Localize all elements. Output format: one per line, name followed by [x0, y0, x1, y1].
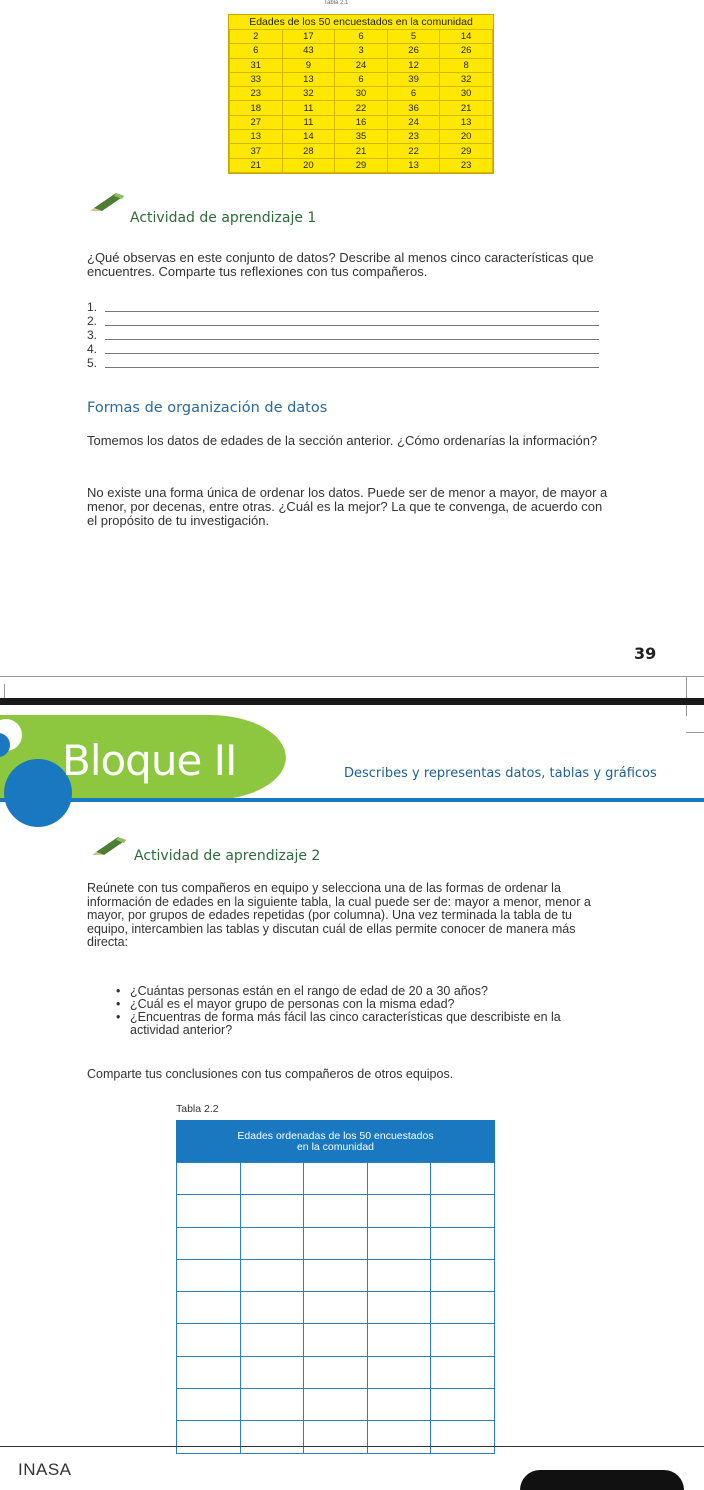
sorted-ages-row [177, 1227, 495, 1259]
phone-bar-deco [520, 1470, 684, 1490]
ages-table-cell: 14 [440, 30, 493, 44]
sorted-ages-cell[interactable] [304, 1195, 368, 1227]
blue-underline [0, 798, 704, 802]
sorted-ages-cell[interactable] [240, 1163, 304, 1195]
activity2-bullet-item: • ¿Encuentras de forma más fácil las cinco características que describiste en la actividad anterior? [106, 1011, 606, 1037]
ages-table-cell: 11 [282, 115, 335, 129]
answer-line-rule [105, 367, 599, 368]
sorted-ages-cell[interactable] [367, 1195, 431, 1227]
ages-table-cell: 36 [387, 101, 440, 115]
ages-table-cell: 6 [335, 30, 388, 44]
sorted-ages-cell[interactable] [431, 1324, 495, 1356]
ages-table-row [230, 115, 493, 129]
sorted-ages-cell[interactable] [304, 1163, 368, 1195]
ages-table-cell: 29 [440, 144, 493, 158]
sorted-ages-cell[interactable] [367, 1227, 431, 1259]
ages-table-row [230, 58, 493, 72]
ages-table-cell: 11 [282, 101, 335, 115]
organization-paragraph-1: Tomemos los datos de edades de la sección anterior. ¿Cómo ordenarías la información? [87, 433, 598, 448]
ages-table-cell: 30 [440, 87, 493, 101]
sorted-ages-cell[interactable] [304, 1227, 368, 1259]
ages-table-row [230, 44, 493, 58]
ages-table-cell: 20 [282, 158, 335, 172]
sorted-ages-cell[interactable] [240, 1227, 304, 1259]
answer-line-rule [105, 311, 599, 312]
sorted-ages-header-line2: en la comunidad [296, 1141, 375, 1153]
ages-table-row [230, 72, 493, 86]
ages-table-cell: 18 [230, 101, 283, 115]
ages-table-cell: 28 [282, 144, 335, 158]
bloque-subtitle: Describes y representas datos, tablas y gráficos [344, 766, 657, 781]
sorted-ages-cell[interactable] [177, 1356, 241, 1388]
activity2-bullet-item: • ¿Cuántas personas están en el rango de edad de 20 a 30 años? [106, 985, 606, 998]
ages-table-cell: 16 [335, 115, 388, 129]
ages-table-grid [229, 29, 493, 173]
pen-icon [88, 834, 132, 856]
ages-table-cell: 13 [230, 130, 283, 144]
sorted-ages-cell[interactable] [431, 1389, 495, 1421]
ages-table-cell: 29 [335, 158, 388, 172]
ages-table-cell: 13 [387, 158, 440, 172]
activity2-bullets [106, 985, 606, 1037]
answer-line-rule [105, 325, 599, 326]
ages-table-cell: 24 [387, 115, 440, 129]
organization-paragraph-2: No existe una forma única de ordenar los datos. Puede ser de menor a mayor, de mayor a menor, por decenas, entre otras. ¿Cuál es la mejor? La que te convenga, de acuerdo con el propósito de tu investigación. [87, 485, 608, 528]
ages-table-cell: 13 [282, 72, 335, 86]
sorted-ages-cell[interactable] [240, 1324, 304, 1356]
ages-table-cell: 26 [387, 44, 440, 58]
answer-line[interactable] [87, 314, 599, 328]
ages-table-cell: 17 [282, 30, 335, 44]
answer-line-number: 3. [87, 328, 98, 342]
ages-table-cell: 30 [335, 87, 388, 101]
ages-table-cell: 21 [440, 101, 493, 115]
ages-table-cell: 27 [230, 115, 283, 129]
sorted-ages-header-line1: Edades ordenadas de los 50 encuestados [237, 1130, 434, 1142]
tabla-2-2-label: Tabla 2.2 [176, 1103, 219, 1115]
sorted-ages-cell[interactable] [304, 1324, 368, 1356]
sorted-ages-cell[interactable] [240, 1421, 304, 1453]
ages-table-cell: 6 [387, 87, 440, 101]
sorted-ages-cell[interactable] [367, 1324, 431, 1356]
sorted-ages-cell[interactable] [367, 1163, 431, 1195]
sorted-ages-row [177, 1259, 495, 1291]
sorted-ages-cell[interactable] [367, 1356, 431, 1388]
ages-table-cell: 23 [440, 158, 493, 172]
sorted-ages-cell[interactable] [304, 1389, 368, 1421]
sorted-ages-cell[interactable] [431, 1195, 495, 1227]
page-edge-line [0, 676, 704, 677]
sorted-ages-cell[interactable] [367, 1292, 431, 1324]
answer-line-number: 1. [87, 300, 98, 314]
sorted-ages-row [177, 1195, 495, 1227]
sorted-ages-row [177, 1389, 495, 1421]
sorted-ages-row [177, 1421, 495, 1453]
ages-table-cell: 37 [230, 144, 283, 158]
sorted-ages-cell[interactable] [177, 1389, 241, 1421]
footer-rule [0, 1446, 704, 1447]
sorted-ages-cell[interactable] [431, 1163, 495, 1195]
organization-title: Formas de organización de datos [87, 400, 328, 416]
activity2-bullet-item: • ¿Cuál es el mayor grupo de personas con la misma edad? [106, 998, 606, 1011]
ages-table-cell: 22 [387, 144, 440, 158]
sorted-ages-cell[interactable] [431, 1227, 495, 1259]
sorted-ages-cell[interactable] [431, 1356, 495, 1388]
sorted-ages-cell[interactable] [177, 1324, 241, 1356]
ages-table-cell: 2 [230, 30, 283, 44]
sorted-ages-cell[interactable] [304, 1356, 368, 1388]
ages-table-cell: 8 [440, 58, 493, 72]
ages-table-cell: 5 [387, 30, 440, 44]
ages-table-cell: 14 [282, 130, 335, 144]
ages-table-row [230, 144, 493, 158]
ages-table-title: Edades de los 50 encuestados en la comunidad [249, 16, 473, 28]
footer-publisher: INASA [18, 1460, 72, 1479]
ages-table-cell: 32 [282, 87, 335, 101]
sorted-ages-cell[interactable] [367, 1389, 431, 1421]
ages-table-cell: 43 [282, 44, 335, 58]
activity1-title: Actividad de aprendizaje 1 [130, 210, 317, 226]
ages-table-cell: 32 [440, 72, 493, 86]
activity1-prompt: ¿Qué observas en este conjunto de datos? Describe al menos cinco características que encuentres. Comparte tus reflexiones con tus compañeros. [87, 250, 594, 279]
sorted-ages-row [177, 1356, 495, 1388]
sorted-ages-cell[interactable] [431, 1421, 495, 1453]
sorted-ages-cell[interactable] [177, 1421, 241, 1453]
ages-table-cell: 31 [230, 58, 283, 72]
page-divider [0, 698, 704, 705]
ages-table-cell: 9 [282, 58, 335, 72]
activity2-title: Actividad de aprendizaje 2 [134, 848, 321, 864]
sorted-ages-row [177, 1324, 495, 1356]
sorted-ages-cell[interactable] [177, 1163, 241, 1195]
sorted-ages-cell[interactable] [304, 1259, 368, 1291]
pen-icon [86, 190, 130, 212]
answer-line[interactable] [87, 342, 599, 356]
ages-table-cell: 6 [335, 72, 388, 86]
sorted-ages-row [177, 1292, 495, 1324]
ages-table-cell: 12 [387, 58, 440, 72]
ages-table-row [230, 30, 493, 44]
sorted-ages-cell[interactable] [240, 1292, 304, 1324]
sorted-ages-cell[interactable] [367, 1421, 431, 1453]
sorted-ages-cell[interactable] [177, 1259, 241, 1291]
sorted-ages-cell[interactable] [431, 1292, 495, 1324]
ages-table-cell: 21 [230, 158, 283, 172]
sorted-ages-table-header [176, 1120, 495, 1162]
answer-line-rule [105, 353, 599, 354]
sorted-ages-cell[interactable] [240, 1389, 304, 1421]
answer-line-rule [105, 339, 599, 340]
answer-line[interactable] [87, 328, 599, 342]
ages-table-cell: 21 [335, 144, 388, 158]
activity2-paragraph: Reúnete con tus compañeros en equipo y selecciona una de las formas de ordenar la información de edades en la siguiente tabla, la cual puede ser de: mayor a menor, menor a mayor, por grupos de edades repetidas (por columna). Una vez terminada la tabla de tu equipo, intercambien las tablas y discutan cuál de ellas permite conocer de manera más directa: [87, 881, 591, 949]
ages-table-row [230, 158, 493, 172]
ages-table-cell: 23 [387, 130, 440, 144]
sorted-ages-cell[interactable] [177, 1292, 241, 1324]
ages-table-cell: 13 [440, 115, 493, 129]
sorted-ages-cell[interactable] [304, 1421, 368, 1453]
answer-line[interactable] [87, 300, 599, 314]
answer-line-number: 5. [87, 356, 98, 370]
sorted-ages-cell[interactable] [431, 1259, 495, 1291]
tabla-2-1-label: Tabla 2.1 [324, 0, 349, 6]
ages-table-row [230, 101, 493, 115]
ages-table-cell: 26 [440, 44, 493, 58]
sorted-ages-cell[interactable] [240, 1356, 304, 1388]
sorted-ages-cell[interactable] [240, 1259, 304, 1291]
ages-table-cell: 20 [440, 130, 493, 144]
ages-table-row [230, 87, 493, 101]
activity2-closing: Comparte tus conclusiones con tus compañeros de otros equipos. [87, 1067, 454, 1081]
sorted-ages-table [176, 1120, 495, 1450]
ages-table-row [230, 130, 493, 144]
sorted-ages-grid [176, 1162, 495, 1454]
answer-line-number: 2. [87, 314, 98, 328]
ages-table-cell: 35 [335, 130, 388, 144]
ages-table [228, 14, 494, 174]
ages-table-cell: 33 [230, 72, 283, 86]
bloque-title: Bloque II [62, 736, 237, 785]
sorted-ages-cell[interactable] [177, 1227, 241, 1259]
answer-line-number: 4. [87, 342, 98, 356]
sorted-ages-cell[interactable] [177, 1195, 241, 1227]
answer-line[interactable] [87, 356, 599, 370]
ages-table-cell: 39 [387, 72, 440, 86]
ages-table-cell: 23 [230, 87, 283, 101]
ages-table-cell: 24 [335, 58, 388, 72]
ages-table-cell: 6 [230, 44, 283, 58]
sorted-ages-cell[interactable] [304, 1292, 368, 1324]
page-number: 39 [634, 644, 657, 663]
ages-table-cell: 22 [335, 101, 388, 115]
ages-table-cell: 3 [335, 44, 388, 58]
sorted-ages-row [177, 1163, 495, 1195]
sorted-ages-cell[interactable] [240, 1195, 304, 1227]
sorted-ages-cell[interactable] [367, 1259, 431, 1291]
